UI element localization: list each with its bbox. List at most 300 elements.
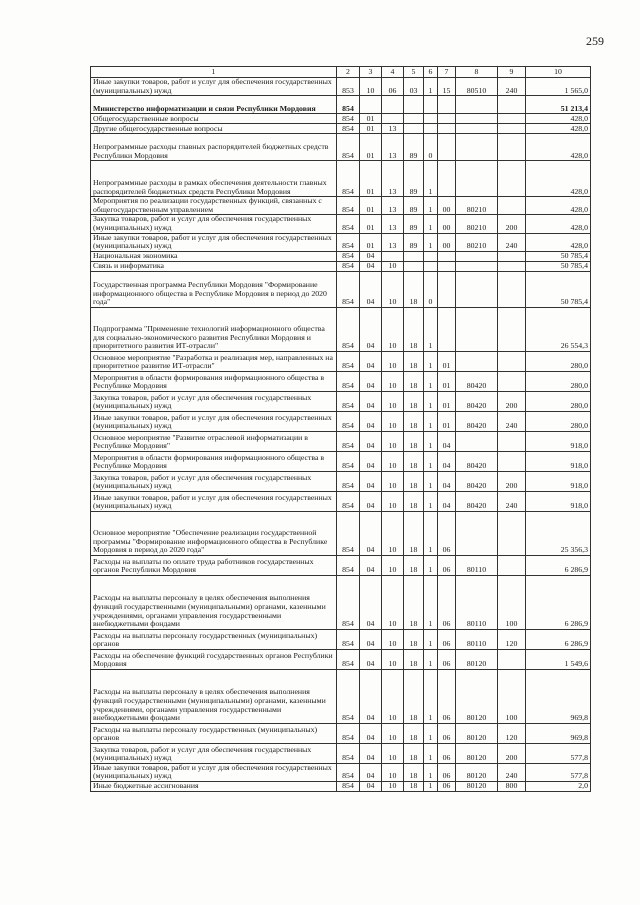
row-name-cell: Расходы на выплаты по оплате труда работников государственных органов Республики Мордовия [91,555,337,575]
row-amount-cell: 918,0 [526,431,591,451]
row-amount-cell: 428,0 [526,233,591,251]
row-name-cell: Мероприятия по реализации государственных функций, связанных с общегосударственным управлением [91,197,337,215]
row-amount-cell: 6 286,9 [526,575,591,629]
row-amount-cell: 51 213,4 [526,96,591,114]
row-name-cell: Основное мероприятие "Обеспечение реализации государственной программы "Формирование информационного общества в Республике Мордовия в период до 2020 года" [91,511,337,555]
row-code-cell: 18 [404,451,424,471]
row-code-cell: 04 [360,251,382,261]
row-code-cell: 01 [360,233,382,251]
row-amount-cell: 1 549,6 [526,649,591,669]
row-code-cell: 04 [438,431,456,451]
row-amount-cell: 6 286,9 [526,629,591,649]
row-code-cell: 04 [360,411,382,431]
table-row [91,555,591,575]
row-code-cell: 18 [404,391,424,411]
table-row [91,575,591,629]
budget-table [90,66,591,792]
row-amount-cell: 50 785,4 [526,251,591,261]
row-code-cell: 80420 [456,471,498,491]
row-code-cell: 80420 [456,411,498,431]
row-code-cell: 1 [424,723,438,743]
row-code-cell: 01 [360,114,382,124]
row-code-cell: 80210 [456,197,498,215]
row-code-cell [424,251,438,261]
column-header: 1 [91,67,337,78]
row-code-cell: 10 [382,451,404,471]
row-code-cell [438,114,456,124]
row-code-cell: 06 [438,669,456,723]
row-code-cell: 04 [360,743,382,763]
row-code-cell [456,134,498,161]
column-header: 3 [360,67,382,78]
row-code-cell: 00 [438,233,456,251]
row-code-cell: 1 [424,471,438,491]
row-name-cell: Министерство информатизации и связи Республики Мордовия [91,96,337,114]
row-code-cell: 200 [498,215,526,233]
row-code-cell: 89 [404,161,424,197]
row-amount-cell: 577,8 [526,743,591,763]
row-code-cell: 1 [424,215,438,233]
row-name-cell: Подпрограмма "Применение технологий информационного общества для социально-экономического развития Республики Мордовия и приоритетного развития ИТ-отрасли" [91,307,337,351]
row-code-cell: 06 [438,781,456,791]
row-code-cell [498,371,526,391]
column-header: 6 [424,67,438,78]
row-code-cell: 854 [337,371,360,391]
row-amount-cell: 6 286,9 [526,555,591,575]
table-row [91,629,591,649]
page-number: 259 [586,34,604,48]
row-code-cell [438,251,456,261]
row-code-cell: 01 [438,371,456,391]
row-amount-cell: 577,8 [526,763,591,781]
row-code-cell: 10 [382,391,404,411]
row-code-cell: 80210 [456,233,498,251]
row-code-cell: 200 [498,743,526,763]
row-code-cell: 04 [360,491,382,511]
table-row [91,371,591,391]
row-name-cell: Другие общегосударственные вопросы [91,124,337,134]
row-name-cell: Основное мероприятие "Разработка и реализация мер, направленных на приоритетное развитие ИТ-отрасли" [91,351,337,371]
row-code-cell: 18 [404,351,424,371]
row-code-cell: 10 [382,431,404,451]
row-code-cell: 06 [438,629,456,649]
row-code-cell: 854 [337,629,360,649]
table-row [91,411,591,431]
table-row [91,96,591,114]
row-name-cell: Иные бюджетные ассигнования [91,781,337,791]
row-amount-cell: 428,0 [526,134,591,161]
row-name-cell: Расходы на выплаты персоналу государственных (муниципальных) органов [91,629,337,649]
row-code-cell: 10 [382,351,404,371]
row-amount-cell: 50 785,4 [526,261,591,271]
row-code-cell: 10 [382,723,404,743]
row-code-cell: 854 [337,431,360,451]
row-code-cell: 1 [424,669,438,723]
row-code-cell: 04 [360,451,382,471]
row-code-cell: 1 [424,351,438,371]
row-name-cell: Закупка товаров, работ и услуг для обеспечения государственных (муниципальных) нужд [91,391,337,411]
row-code-cell: 10 [382,371,404,391]
row-code-cell: 10 [382,629,404,649]
row-code-cell: 10 [382,471,404,491]
row-code-cell [498,307,526,351]
row-amount-cell: 280,0 [526,411,591,431]
table-row [91,511,591,555]
row-name-cell: Иные закупки товаров, работ и услуг для обеспечения государственных (муниципальных) нужд [91,491,337,511]
row-code-cell: 01 [360,215,382,233]
row-code-cell: 120 [498,629,526,649]
row-code-cell: 13 [382,215,404,233]
row-code-cell: 04 [360,261,382,271]
row-code-cell: 1 [424,161,438,197]
row-code-cell: 89 [404,215,424,233]
row-code-cell [438,161,456,197]
row-code-cell: 240 [498,78,526,96]
row-code-cell: 04 [360,307,382,351]
row-name-cell: Расходы на выплаты персоналу в целях обеспечения выполнения функций государственными (муниципальными) органами, казенными учреждениями, органами управления государственными внебюджетными фондами [91,669,337,723]
row-code-cell: 1 [424,391,438,411]
row-code-cell: 854 [337,134,360,161]
row-code-cell: 04 [438,451,456,471]
table-row [91,669,591,723]
column-header: 5 [404,67,424,78]
row-code-cell [498,351,526,371]
row-code-cell: 854 [337,271,360,307]
row-code-cell: 01 [438,411,456,431]
row-code-cell: 854 [337,723,360,743]
row-code-cell: 100 [498,669,526,723]
table-row [91,351,591,371]
table-row [91,743,591,763]
row-code-cell: 13 [382,124,404,134]
row-code-cell: 04 [360,555,382,575]
row-code-cell: 10 [382,307,404,351]
row-code-cell: 18 [404,781,424,791]
row-code-cell [382,96,404,114]
column-header: 4 [382,67,404,78]
row-code-cell: 04 [360,351,382,371]
row-code-cell [498,134,526,161]
row-code-cell [404,114,424,124]
row-code-cell: 04 [438,491,456,511]
row-code-cell: 854 [337,781,360,791]
row-code-cell [456,351,498,371]
row-code-cell: 1 [424,307,438,351]
row-name-cell: Общегосударственные вопросы [91,114,337,124]
row-code-cell [498,431,526,451]
table-row [91,451,591,471]
row-code-cell: 854 [337,261,360,271]
row-code-cell: 01 [360,197,382,215]
row-code-cell [404,261,424,271]
row-code-cell [498,96,526,114]
row-code-cell: 240 [498,763,526,781]
row-code-cell: 800 [498,781,526,791]
row-amount-cell: 25 356,3 [526,511,591,555]
table-row [91,197,591,215]
row-amount-cell: 26 554,3 [526,307,591,351]
row-code-cell [360,96,382,114]
row-code-cell: 18 [404,491,424,511]
row-code-cell [404,251,424,261]
row-code-cell [438,124,456,134]
table-row [91,271,591,307]
row-code-cell [456,511,498,555]
row-code-cell: 10 [382,669,404,723]
row-code-cell: 80420 [456,451,498,471]
row-code-cell: 80420 [456,491,498,511]
row-code-cell [498,161,526,197]
table-row [91,261,591,271]
column-header: 2 [337,67,360,78]
row-code-cell: 06 [382,78,404,96]
row-name-cell: Непрограммные расходы в рамках обеспечения деятельности главных распорядителей бюджетных средств Республики Мордовия [91,161,337,197]
row-code-cell: 18 [404,763,424,781]
row-code-cell: 10 [382,575,404,629]
row-code-cell: 10 [382,743,404,763]
row-code-cell: 80110 [456,575,498,629]
table-row [91,124,591,134]
row-code-cell: 06 [438,649,456,669]
row-code-cell [456,96,498,114]
row-code-cell: 80510 [456,78,498,96]
row-code-cell: 0 [424,134,438,161]
row-code-cell: 10 [382,763,404,781]
row-name-cell: Мероприятия в области формирования информационного общества в Республике Мордовия [91,371,337,391]
row-code-cell: 200 [498,471,526,491]
row-amount-cell: 428,0 [526,114,591,124]
row-name-cell: Связь и информатика [91,261,337,271]
row-amount-cell: 918,0 [526,471,591,491]
row-code-cell: 240 [498,411,526,431]
row-code-cell: 06 [438,575,456,629]
row-code-cell: 80120 [456,781,498,791]
row-code-cell [498,197,526,215]
row-name-cell: Закупка товаров, работ и услуг для обеспечения государственных (муниципальных) нужд [91,215,337,233]
row-amount-cell: 280,0 [526,371,591,391]
row-code-cell: 06 [438,763,456,781]
row-code-cell [424,261,438,271]
row-amount-cell: 918,0 [526,451,591,471]
row-code-cell: 854 [337,96,360,114]
row-code-cell: 04 [360,431,382,451]
row-code-cell: 18 [404,723,424,743]
row-code-cell: 100 [498,575,526,629]
row-code-cell: 854 [337,575,360,629]
row-code-cell: 80120 [456,763,498,781]
row-code-cell [404,124,424,134]
row-code-cell: 04 [360,649,382,669]
row-code-cell: 13 [382,233,404,251]
column-header: 8 [456,67,498,78]
row-name-cell: Мероприятия в области формирования информационного общества в Республике Мордовия [91,451,337,471]
row-name-cell: Иные закупки товаров, работ и услуг для обеспечения государственных (муниципальных) нужд [91,233,337,251]
row-code-cell: 06 [438,511,456,555]
table-row [91,391,591,411]
row-code-cell: 04 [360,575,382,629]
row-code-cell: 854 [337,215,360,233]
row-code-cell: 1 [424,431,438,451]
row-code-cell: 04 [360,763,382,781]
row-code-cell [438,307,456,351]
row-code-cell [498,555,526,575]
row-code-cell: 854 [337,649,360,669]
row-code-cell [498,451,526,471]
row-name-cell: Государственная программа Республики Мордовия "Формирование информационного общества в Республике Мордовия в период до 2020 года" [91,271,337,307]
row-code-cell: 10 [382,411,404,431]
row-code-cell: 80110 [456,555,498,575]
row-code-cell: 1 [424,555,438,575]
column-header: 7 [438,67,456,78]
row-code-cell: 01 [360,161,382,197]
row-code-cell [424,96,438,114]
row-code-cell [456,161,498,197]
row-code-cell: 10 [382,491,404,511]
row-name-cell: Иные закупки товаров, работ и услуг для обеспечения государственных (муниципальных) нужд [91,78,337,96]
row-amount-cell: 2,0 [526,781,591,791]
row-code-cell: 1 [424,649,438,669]
row-code-cell: 80210 [456,215,498,233]
row-code-cell: 200 [498,391,526,411]
row-code-cell [498,114,526,124]
row-code-cell: 1 [424,371,438,391]
row-code-cell: 04 [360,723,382,743]
row-code-cell: 80110 [456,629,498,649]
table-row [91,431,591,451]
row-code-cell: 18 [404,271,424,307]
row-code-cell: 04 [360,781,382,791]
row-code-cell: 06 [438,743,456,763]
row-code-cell [438,271,456,307]
table-row [91,781,591,791]
row-code-cell: 18 [404,649,424,669]
row-amount-cell: 428,0 [526,161,591,197]
table-row [91,763,591,781]
row-code-cell [404,96,424,114]
row-code-cell: 1 [424,781,438,791]
row-amount-cell: 50 785,4 [526,271,591,307]
column-header: 9 [498,67,526,78]
row-code-cell: 13 [382,134,404,161]
row-code-cell: 01 [360,124,382,134]
row-code-cell [456,431,498,451]
row-code-cell: 18 [404,555,424,575]
row-code-cell: 89 [404,134,424,161]
row-name-cell: Закупка товаров, работ и услуг для обеспечения государственных (муниципальных) нужд [91,471,337,491]
row-amount-cell: 1 565,0 [526,78,591,96]
row-code-cell: 854 [337,391,360,411]
row-code-cell: 18 [404,411,424,431]
row-code-cell: 240 [498,491,526,511]
header-row [91,67,591,78]
row-code-cell: 18 [404,471,424,491]
row-code-cell: 1 [424,233,438,251]
column-header: 10 [526,67,591,78]
row-code-cell: 854 [337,233,360,251]
row-code-cell [456,307,498,351]
row-code-cell [456,261,498,271]
table-row [91,134,591,161]
row-amount-cell: 969,8 [526,723,591,743]
row-code-cell: 04 [360,471,382,491]
row-code-cell: 120 [498,723,526,743]
row-code-cell: 10 [382,649,404,669]
row-code-cell: 1 [424,197,438,215]
row-code-cell: 853 [337,78,360,96]
row-amount-cell: 428,0 [526,197,591,215]
row-code-cell: 04 [360,669,382,723]
table-body [91,78,591,792]
row-code-cell: 10 [382,261,404,271]
row-code-cell: 89 [404,233,424,251]
row-name-cell: Иные закупки товаров, работ и услуг для обеспечения государственных (муниципальных) нужд [91,411,337,431]
row-amount-cell: 280,0 [526,351,591,371]
row-code-cell: 854 [337,251,360,261]
row-name-cell: Иные закупки товаров, работ и услуг для обеспечения государственных (муниципальных) нужд [91,763,337,781]
row-code-cell: 854 [337,307,360,351]
row-code-cell [498,511,526,555]
row-amount-cell: 969,8 [526,669,591,723]
table-row [91,78,591,96]
row-code-cell: 854 [337,471,360,491]
row-code-cell: 01 [438,391,456,411]
row-code-cell: 240 [498,233,526,251]
row-code-cell: 18 [404,669,424,723]
row-code-cell: 80120 [456,723,498,743]
row-code-cell: 10 [382,781,404,791]
row-code-cell: 00 [438,215,456,233]
row-code-cell: 854 [337,351,360,371]
row-name-cell: Расходы на обеспечение функций государственных органов Республики Мордовия [91,649,337,669]
row-code-cell: 04 [360,391,382,411]
row-amount-cell: 280,0 [526,391,591,411]
row-code-cell: 1 [424,763,438,781]
row-code-cell: 854 [337,669,360,723]
row-code-cell: 15 [438,78,456,96]
row-code-cell: 18 [404,431,424,451]
row-code-cell: 854 [337,124,360,134]
table-row [91,161,591,197]
row-code-cell: 10 [382,555,404,575]
row-code-cell: 18 [404,307,424,351]
table-row [91,114,591,124]
row-code-cell [498,251,526,261]
table-row [91,723,591,743]
row-code-cell: 854 [337,763,360,781]
table-row [91,649,591,669]
row-code-cell: 04 [438,471,456,491]
row-code-cell [438,261,456,271]
row-code-cell [456,124,498,134]
row-code-cell: 854 [337,411,360,431]
row-code-cell: 18 [404,371,424,391]
row-code-cell: 854 [337,491,360,511]
row-code-cell: 10 [360,78,382,96]
row-code-cell: 1 [424,575,438,629]
row-code-cell: 854 [337,511,360,555]
row-code-cell: 04 [360,371,382,391]
row-code-cell [498,271,526,307]
row-code-cell [498,261,526,271]
row-code-cell: 13 [382,161,404,197]
table-row [91,233,591,251]
row-code-cell: 854 [337,114,360,124]
row-code-cell: 06 [438,723,456,743]
row-name-cell: Основное мероприятие "Развитие отраслевой информатизации в Республике Мордовия" [91,431,337,451]
row-code-cell: 00 [438,197,456,215]
row-code-cell: 1 [424,78,438,96]
row-code-cell: 854 [337,161,360,197]
